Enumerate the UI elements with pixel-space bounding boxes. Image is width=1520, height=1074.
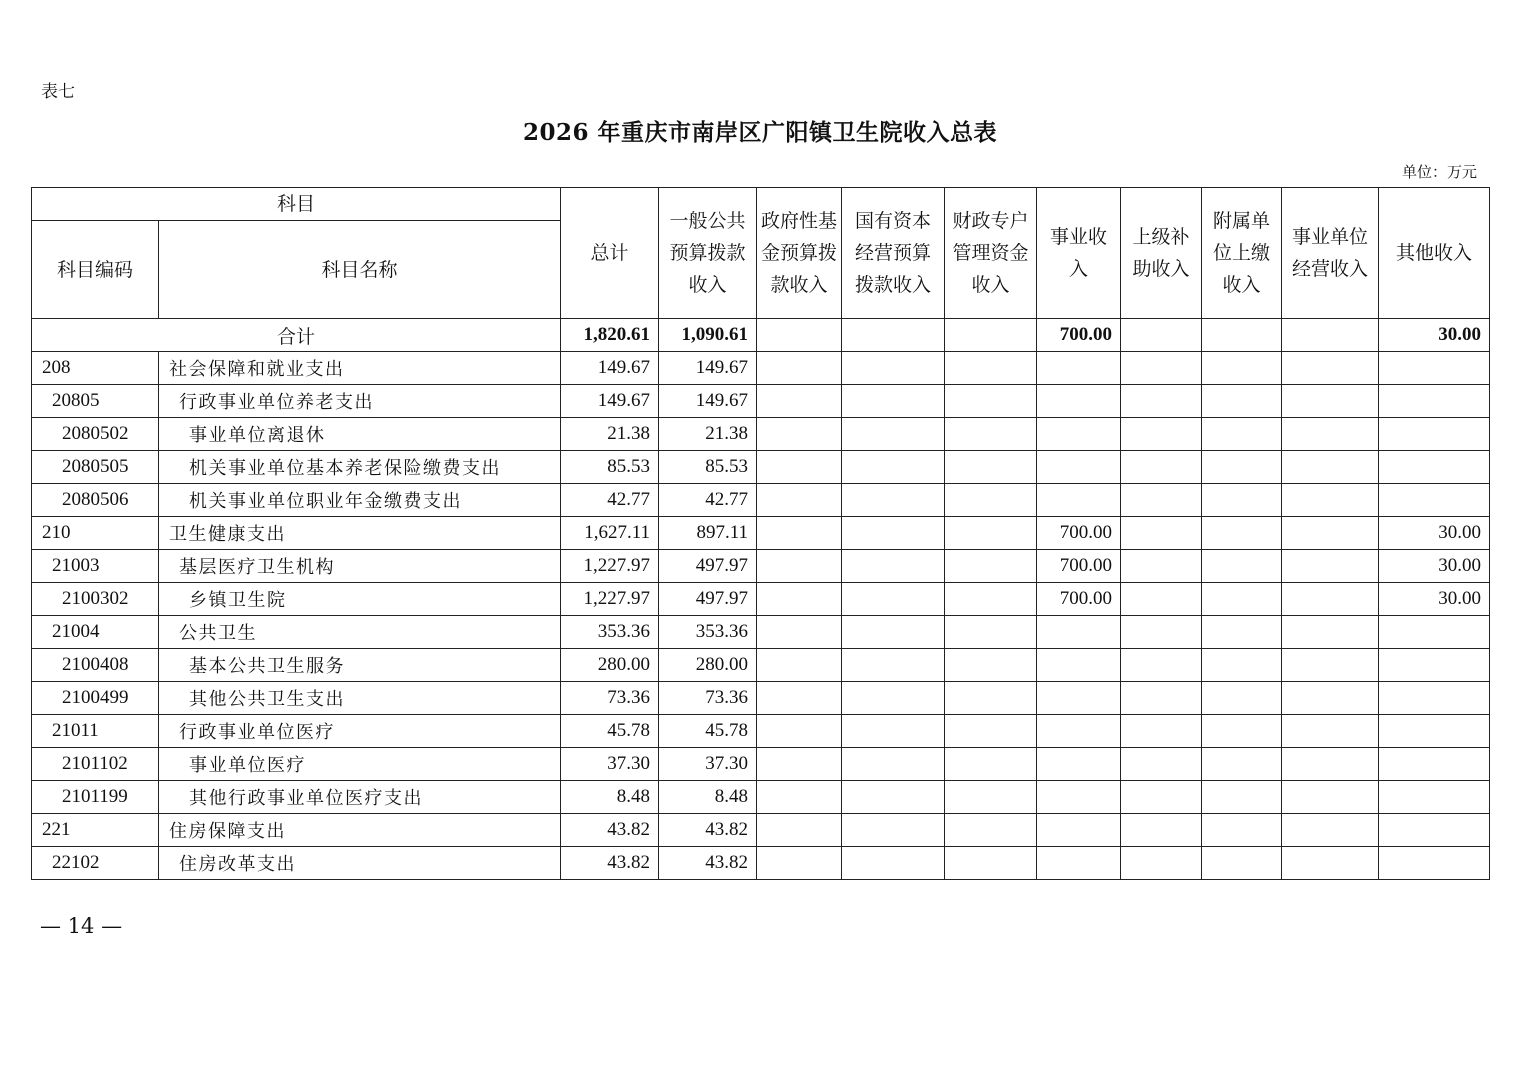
row-code: 21011 <box>32 715 159 748</box>
table-row <box>32 748 1490 781</box>
row-business-income: 700.00 <box>1037 583 1121 616</box>
row-other: 30.00 <box>1379 517 1490 550</box>
row-other <box>1379 781 1490 814</box>
row-state-capital <box>842 781 945 814</box>
row-gov-fund <box>757 484 842 517</box>
row-superior-subsidy <box>1121 583 1202 616</box>
row-code: 221 <box>32 814 159 847</box>
row-total: 37.30 <box>561 748 659 781</box>
row-name: 基层医疗卫生机构 <box>159 550 561 583</box>
row-code: 210 <box>32 517 159 550</box>
row-gov-fund <box>757 385 842 418</box>
row-name: 基本公共卫生服务 <box>159 649 561 682</box>
row-total: 45.78 <box>561 715 659 748</box>
row-fiscal-special <box>945 616 1037 649</box>
row-superior-subsidy <box>1121 814 1202 847</box>
row-fiscal-special <box>945 418 1037 451</box>
row-operating <box>1282 385 1379 418</box>
row-operating <box>1282 715 1379 748</box>
row-fiscal-special <box>945 715 1037 748</box>
row-superior-subsidy <box>1121 847 1202 880</box>
total-fiscal-special <box>945 319 1037 352</box>
table-row <box>32 517 1490 550</box>
row-fiscal-special <box>945 385 1037 418</box>
row-general-budget: 37.30 <box>659 748 757 781</box>
row-general-budget: 497.97 <box>659 550 757 583</box>
row-business-income <box>1037 847 1121 880</box>
row-total: 21.38 <box>561 418 659 451</box>
row-fiscal-special <box>945 352 1037 385</box>
row-name: 乡镇卫生院 <box>159 583 561 616</box>
row-state-capital <box>842 418 945 451</box>
row-name: 卫生健康支出 <box>159 517 561 550</box>
row-total: 149.67 <box>561 352 659 385</box>
row-operating <box>1282 814 1379 847</box>
row-operating <box>1282 484 1379 517</box>
table-row <box>32 847 1490 880</box>
header-subject: 科目 <box>32 188 561 221</box>
row-other <box>1379 418 1490 451</box>
row-superior-subsidy <box>1121 418 1202 451</box>
row-code: 2100499 <box>32 682 159 715</box>
row-business-income <box>1037 715 1121 748</box>
header-superior-subsidy: 上级补助收入 <box>1121 188 1202 319</box>
row-business-income <box>1037 385 1121 418</box>
row-fiscal-special <box>945 682 1037 715</box>
row-total: 1,227.97 <box>561 583 659 616</box>
row-affiliated <box>1202 517 1282 550</box>
row-superior-subsidy <box>1121 385 1202 418</box>
row-affiliated <box>1202 583 1282 616</box>
row-other <box>1379 847 1490 880</box>
header-operating: 事业单位经营收入 <box>1282 188 1379 319</box>
row-fiscal-special <box>945 781 1037 814</box>
row-gov-fund <box>757 550 842 583</box>
row-code: 21003 <box>32 550 159 583</box>
row-other <box>1379 814 1490 847</box>
row-affiliated <box>1202 748 1282 781</box>
row-total: 85.53 <box>561 451 659 484</box>
row-gov-fund <box>757 616 842 649</box>
row-general-budget: 73.36 <box>659 682 757 715</box>
row-operating <box>1282 418 1379 451</box>
row-other <box>1379 616 1490 649</box>
row-superior-subsidy <box>1121 715 1202 748</box>
row-superior-subsidy <box>1121 682 1202 715</box>
row-code: 2100408 <box>32 649 159 682</box>
header-state-capital: 国有资本经营预算拨款收入 <box>842 188 945 319</box>
row-state-capital <box>842 682 945 715</box>
table-row <box>32 814 1490 847</box>
row-other <box>1379 682 1490 715</box>
row-other <box>1379 352 1490 385</box>
row-total: 149.67 <box>561 385 659 418</box>
row-code: 2080505 <box>32 451 159 484</box>
table-row <box>32 451 1490 484</box>
row-operating <box>1282 748 1379 781</box>
row-state-capital <box>842 550 945 583</box>
income-summary-table <box>31 187 1490 880</box>
row-superior-subsidy <box>1121 550 1202 583</box>
row-name: 公共卫生 <box>159 616 561 649</box>
row-general-budget: 149.67 <box>659 385 757 418</box>
row-superior-subsidy <box>1121 748 1202 781</box>
row-total: 73.36 <box>561 682 659 715</box>
row-business-income <box>1037 649 1121 682</box>
header-code: 科目编码 <box>32 221 159 319</box>
total-business-income: 700.00 <box>1037 319 1121 352</box>
row-general-budget: 353.36 <box>659 616 757 649</box>
row-fiscal-special <box>945 649 1037 682</box>
row-superior-subsidy <box>1121 649 1202 682</box>
row-name: 行政事业单位养老支出 <box>159 385 561 418</box>
row-code: 20805 <box>32 385 159 418</box>
total-operating <box>1282 319 1379 352</box>
table-row <box>32 715 1490 748</box>
row-state-capital <box>842 385 945 418</box>
header-gov-fund: 政府性基金预算拨款收入 <box>757 188 842 319</box>
row-fiscal-special <box>945 550 1037 583</box>
table-row <box>32 616 1490 649</box>
row-affiliated <box>1202 847 1282 880</box>
unit-label: 单位：万元 <box>1401 163 1477 181</box>
row-state-capital <box>842 517 945 550</box>
row-name: 住房改革支出 <box>159 847 561 880</box>
row-superior-subsidy <box>1121 517 1202 550</box>
row-gov-fund <box>757 682 842 715</box>
row-total: 1,627.11 <box>561 517 659 550</box>
row-affiliated <box>1202 781 1282 814</box>
row-business-income <box>1037 484 1121 517</box>
row-affiliated <box>1202 616 1282 649</box>
row-superior-subsidy <box>1121 352 1202 385</box>
row-other <box>1379 484 1490 517</box>
row-name: 机关事业单位基本养老保险缴费支出 <box>159 451 561 484</box>
row-fiscal-special <box>945 748 1037 781</box>
row-general-budget: 8.48 <box>659 781 757 814</box>
row-code: 2080506 <box>32 484 159 517</box>
row-code: 2100302 <box>32 583 159 616</box>
row-code: 2101199 <box>32 781 159 814</box>
row-affiliated <box>1202 451 1282 484</box>
document-title: 2026 年重庆市南岸区广阳镇卫生院收入总表 <box>522 119 998 146</box>
row-name: 机关事业单位职业年金缴费支出 <box>159 484 561 517</box>
total-gov-fund <box>757 319 842 352</box>
row-general-budget: 85.53 <box>659 451 757 484</box>
row-superior-subsidy <box>1121 781 1202 814</box>
row-business-income <box>1037 418 1121 451</box>
header-fiscal-special: 财政专户管理资金收入 <box>945 188 1037 319</box>
row-other <box>1379 649 1490 682</box>
row-code: 208 <box>32 352 159 385</box>
row-business-income: 700.00 <box>1037 517 1121 550</box>
row-operating <box>1282 583 1379 616</box>
row-affiliated <box>1202 418 1282 451</box>
row-general-budget: 42.77 <box>659 484 757 517</box>
total-affiliated <box>1202 319 1282 352</box>
row-fiscal-special <box>945 517 1037 550</box>
row-gov-fund <box>757 352 842 385</box>
row-name: 其他公共卫生支出 <box>159 682 561 715</box>
row-gov-fund <box>757 649 842 682</box>
row-business-income <box>1037 451 1121 484</box>
table-row <box>32 550 1490 583</box>
row-operating <box>1282 451 1379 484</box>
row-state-capital <box>842 616 945 649</box>
header-business-income: 事业收入 <box>1037 188 1121 319</box>
row-superior-subsidy <box>1121 451 1202 484</box>
row-business-income <box>1037 748 1121 781</box>
row-code: 21004 <box>32 616 159 649</box>
row-general-budget: 897.11 <box>659 517 757 550</box>
row-name: 住房保障支出 <box>159 814 561 847</box>
row-superior-subsidy <box>1121 616 1202 649</box>
table-row <box>32 682 1490 715</box>
row-state-capital <box>842 451 945 484</box>
row-state-capital <box>842 352 945 385</box>
row-operating <box>1282 550 1379 583</box>
row-state-capital <box>842 484 945 517</box>
total-label: 合计 <box>32 319 561 352</box>
header-general-budget: 一般公共预算拨款收入 <box>659 188 757 319</box>
total-state-capital <box>842 319 945 352</box>
row-gov-fund <box>757 715 842 748</box>
row-other: 30.00 <box>1379 583 1490 616</box>
row-affiliated <box>1202 682 1282 715</box>
row-total: 43.82 <box>561 814 659 847</box>
total-other: 30.00 <box>1379 319 1490 352</box>
row-gov-fund <box>757 418 842 451</box>
row-state-capital <box>842 583 945 616</box>
row-total: 42.77 <box>561 484 659 517</box>
row-fiscal-special <box>945 583 1037 616</box>
row-general-budget: 497.97 <box>659 583 757 616</box>
row-affiliated <box>1202 649 1282 682</box>
row-fiscal-special <box>945 484 1037 517</box>
row-affiliated <box>1202 550 1282 583</box>
table-row <box>32 781 1490 814</box>
table-row <box>32 418 1490 451</box>
row-fiscal-special <box>945 814 1037 847</box>
row-operating <box>1282 616 1379 649</box>
row-name: 行政事业单位医疗 <box>159 715 561 748</box>
table-row <box>32 385 1490 418</box>
row-gov-fund <box>757 781 842 814</box>
row-gov-fund <box>757 814 842 847</box>
row-affiliated <box>1202 814 1282 847</box>
table-row <box>32 583 1490 616</box>
row-gov-fund <box>757 517 842 550</box>
row-fiscal-special <box>945 847 1037 880</box>
table-label: 表七 <box>41 82 75 102</box>
row-state-capital <box>842 649 945 682</box>
row-state-capital <box>842 748 945 781</box>
row-operating <box>1282 517 1379 550</box>
row-code: 2101102 <box>32 748 159 781</box>
row-general-budget: 280.00 <box>659 649 757 682</box>
row-business-income <box>1037 616 1121 649</box>
row-general-budget: 43.82 <box>659 814 757 847</box>
row-business-income <box>1037 352 1121 385</box>
row-name: 事业单位离退休 <box>159 418 561 451</box>
row-total: 1,227.97 <box>561 550 659 583</box>
row-state-capital <box>842 715 945 748</box>
total-superior-subsidy <box>1121 319 1202 352</box>
row-affiliated <box>1202 385 1282 418</box>
row-general-budget: 21.38 <box>659 418 757 451</box>
row-business-income: 700.00 <box>1037 550 1121 583</box>
row-other: 30.00 <box>1379 550 1490 583</box>
header-name: 科目名称 <box>159 221 561 319</box>
total-general-budget: 1,090.61 <box>659 319 757 352</box>
row-other <box>1379 715 1490 748</box>
row-other <box>1379 451 1490 484</box>
row-code: 22102 <box>32 847 159 880</box>
table-row <box>32 484 1490 517</box>
row-total: 8.48 <box>561 781 659 814</box>
row-business-income <box>1037 814 1121 847</box>
row-total: 280.00 <box>561 649 659 682</box>
header-affiliated: 附属单位上缴收入 <box>1202 188 1282 319</box>
row-operating <box>1282 682 1379 715</box>
row-operating <box>1282 847 1379 880</box>
row-business-income <box>1037 682 1121 715</box>
header-other: 其他收入 <box>1379 188 1490 319</box>
row-other <box>1379 748 1490 781</box>
row-operating <box>1282 649 1379 682</box>
header-total: 总计 <box>561 188 659 319</box>
table-row <box>32 352 1490 385</box>
row-superior-subsidy <box>1121 484 1202 517</box>
row-affiliated <box>1202 484 1282 517</box>
row-code: 2080502 <box>32 418 159 451</box>
row-state-capital <box>842 814 945 847</box>
row-affiliated <box>1202 352 1282 385</box>
row-name: 其他行政事业单位医疗支出 <box>159 781 561 814</box>
row-total: 43.82 <box>561 847 659 880</box>
row-general-budget: 45.78 <box>659 715 757 748</box>
row-gov-fund <box>757 847 842 880</box>
row-general-budget: 43.82 <box>659 847 757 880</box>
row-business-income <box>1037 781 1121 814</box>
table-row <box>32 649 1490 682</box>
row-operating <box>1282 781 1379 814</box>
total-total: 1,820.61 <box>561 319 659 352</box>
row-affiliated <box>1202 715 1282 748</box>
page-number: — 14 — <box>40 914 123 938</box>
row-name: 社会保障和就业支出 <box>159 352 561 385</box>
row-fiscal-special <box>945 451 1037 484</box>
row-operating <box>1282 352 1379 385</box>
row-other <box>1379 385 1490 418</box>
row-gov-fund <box>757 748 842 781</box>
row-total: 353.36 <box>561 616 659 649</box>
row-general-budget: 149.67 <box>659 352 757 385</box>
total-row <box>32 319 1490 352</box>
row-gov-fund <box>757 451 842 484</box>
row-name: 事业单位医疗 <box>159 748 561 781</box>
row-state-capital <box>842 847 945 880</box>
row-gov-fund <box>757 583 842 616</box>
